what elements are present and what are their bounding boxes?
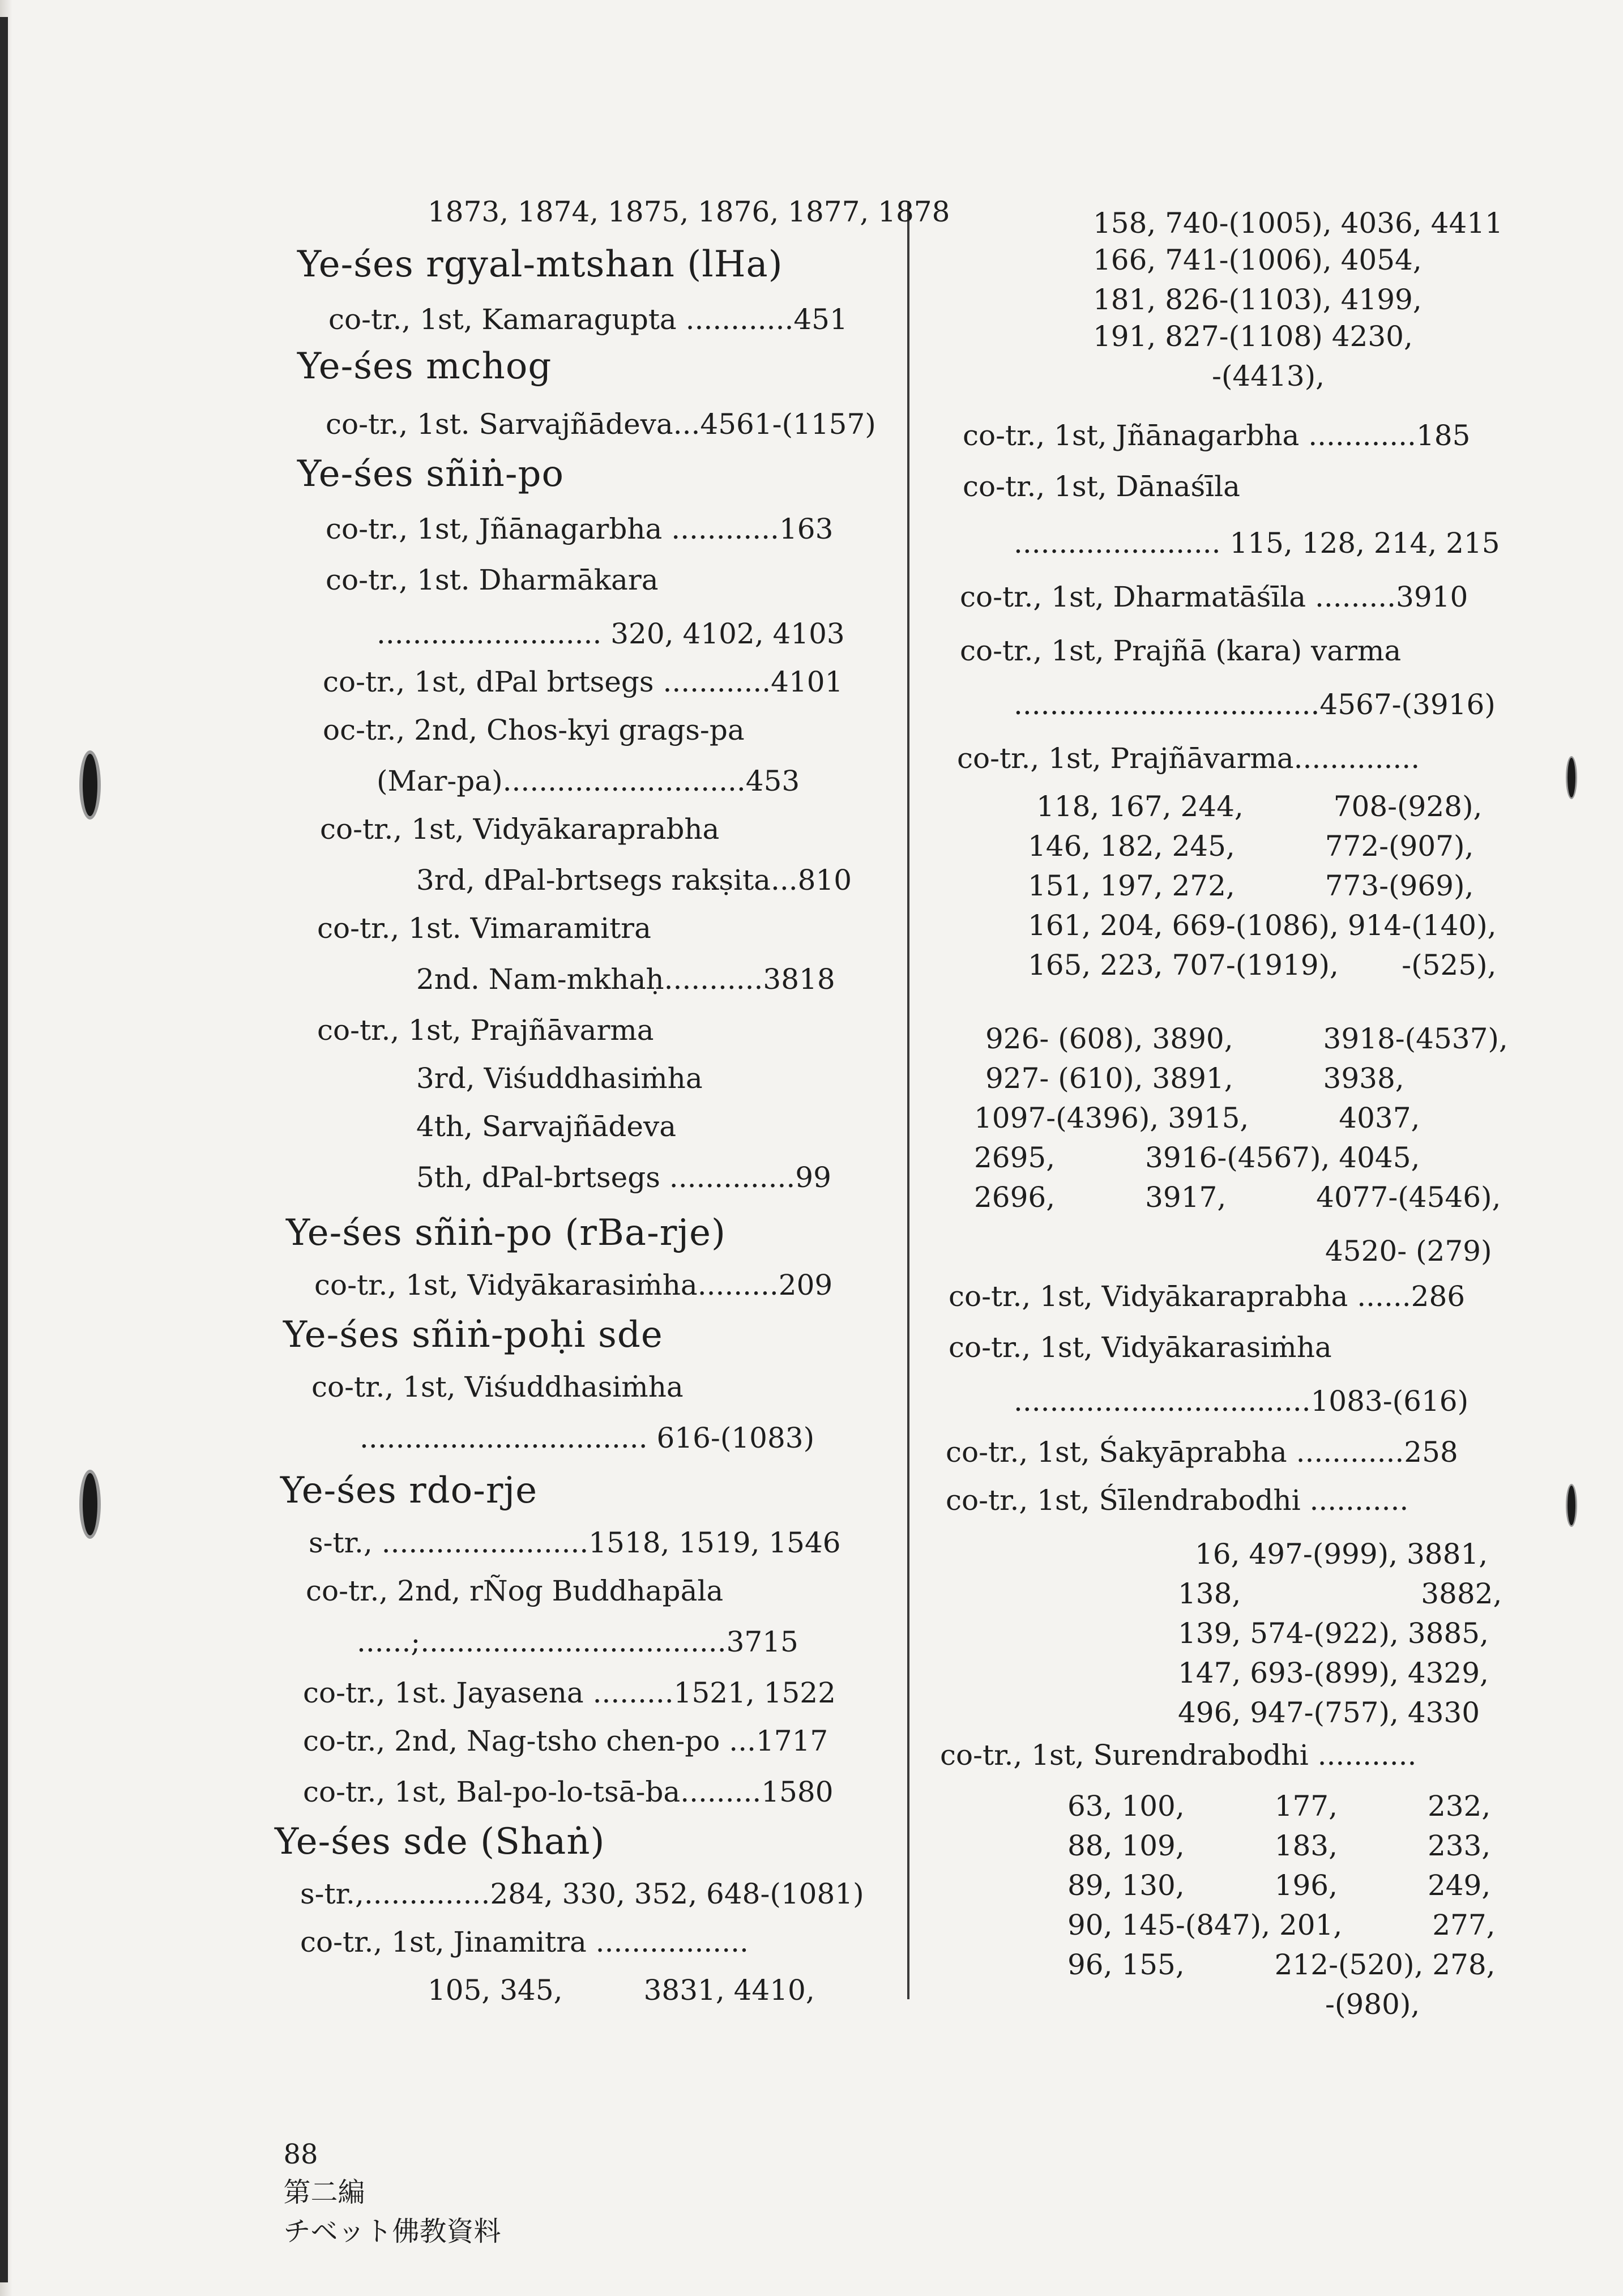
entry-line: ..................................4567-(3916) bbox=[1014, 688, 1496, 721]
entry-line: 88, 109, 183, 233, bbox=[1067, 1829, 1491, 1862]
entry-line: co-tr., 2nd, rÑog Buddhapāla bbox=[306, 1574, 724, 1607]
entry-line: co-tr., 1st, Prajñāvarma.............. bbox=[957, 742, 1420, 775]
entry-heading: Ye-śes rdo-rje bbox=[280, 1470, 538, 1512]
entry-line: 3rd, dPal-brtsegs rakṣita...810 bbox=[416, 864, 852, 897]
entry-line: co-tr., 1st. Jayasena .........1521, 1522 bbox=[303, 1676, 836, 1709]
entry-line: co-tr., 1st. Vimaramitra bbox=[317, 912, 651, 945]
footer-title: チベット佛教資料 bbox=[283, 2216, 501, 2247]
page-footer bbox=[266, 2107, 535, 2248]
binding-hole-lower-left bbox=[79, 1470, 101, 1539]
column-divider bbox=[907, 201, 909, 1999]
entry-line: 2695, 3916-(4567), 4045, bbox=[974, 1141, 1420, 1174]
entry-line: 927- (610), 3891, 3938, bbox=[985, 1062, 1404, 1095]
binding-hole-upper-right bbox=[1566, 756, 1577, 799]
entry-line: 4th, Sarvajñādeva bbox=[416, 1110, 677, 1143]
entry-line: co-tr., 1st, Jñānagarbha ............163 bbox=[326, 513, 834, 545]
entry-line: co-tr., 1st, Śīlendrabodhi ........... bbox=[946, 1484, 1409, 1517]
entry-line: 191, 827-(1108) 4230, bbox=[1093, 320, 1413, 353]
entry-line: 139, 574-(922), 3885, bbox=[1178, 1617, 1489, 1650]
entry-line: co-tr., 1st, Prajñā (kara) varma bbox=[960, 634, 1402, 667]
entry-heading: Ye-śes sñiṅ-poḥi sde bbox=[283, 1314, 663, 1356]
entry-line: co-tr., 1st, Surendrabodhi ........... bbox=[940, 1739, 1417, 1772]
entry-line: 118, 167, 244, 708-(928), bbox=[1036, 790, 1483, 823]
entry-line: ....................... 115, 128, 214, 215 bbox=[1014, 527, 1500, 560]
entry-line: co-tr., 1st, Vidyākarasiṁha.........209 bbox=[314, 1269, 833, 1301]
entry-line: s-tr., .......................1518, 1519, 1546 bbox=[309, 1526, 841, 1559]
binding-hole-upper-left bbox=[79, 750, 101, 820]
entry-line: ......................... 320, 4102, 4103 bbox=[377, 617, 845, 650]
entry-line: 165, 223, 707-(1919), -(525), bbox=[1028, 949, 1497, 981]
entry-line: 3rd, Viśuddhasiṁha bbox=[416, 1062, 703, 1095]
entry-line: 4520- (279) bbox=[1325, 1235, 1492, 1268]
entry-line: 147, 693-(899), 4329, bbox=[1178, 1657, 1489, 1689]
entry-line: co-tr., 1st, Kamaragupta ............451 bbox=[328, 303, 848, 336]
entry-line: 90, 145-(847), 201, 277, bbox=[1067, 1909, 1496, 1941]
entry-line: co-tr., 1st, Jinamitra ................. bbox=[300, 1926, 749, 1958]
page-number: 88 bbox=[283, 2139, 318, 2170]
entry-line: ................................ 616-(1083) bbox=[360, 1422, 815, 1454]
entry-line: co-tr., 1st, dPal brtsegs ............4101 bbox=[323, 665, 843, 698]
footer-part: 第二編 bbox=[283, 2176, 365, 2208]
entry-heading: Ye-śes rgyal-mtshan (lHa) bbox=[297, 244, 783, 285]
page-spine bbox=[0, 17, 8, 2282]
entry-line: 2nd. Nam-mkhaḥ...........3818 bbox=[416, 963, 835, 996]
entry-line: 138, 3882, bbox=[1178, 1577, 1502, 1610]
entry-line: 96, 155, 212-(520), 278, bbox=[1067, 1948, 1496, 1981]
entry-line: co-tr., 1st, Prajñāvarma bbox=[317, 1014, 654, 1047]
entry-line: 146, 182, 245, 772-(907), bbox=[1028, 830, 1474, 863]
entry-heading: Ye-śes mchog bbox=[297, 345, 552, 387]
entry-line: 89, 130, 196, 249, bbox=[1067, 1869, 1491, 1902]
entry-line: 161, 204, 669-(1086), 914-(140), bbox=[1028, 909, 1497, 942]
entry-line: 158, 740-(1005), 4036, 4411 bbox=[1093, 207, 1503, 240]
entry-line: 2696, 3917, 4077-(4546), bbox=[974, 1181, 1501, 1214]
entry-line: oc-tr., 2nd, Chos-kyi grags-pa bbox=[323, 714, 745, 746]
entry-heading: Ye-śes sñiṅ-po bbox=[297, 453, 564, 495]
entry-line: (Mar-pa)...........................453 bbox=[377, 765, 800, 797]
entry-line: -(980), bbox=[1325, 1988, 1420, 2021]
binding-hole-lower-right bbox=[1566, 1484, 1577, 1527]
entry-line: co-tr., 2nd, Nag-tsho chen-po ...1717 bbox=[303, 1725, 828, 1757]
entry-line: 926- (608), 3890, 3918-(4537), bbox=[985, 1022, 1508, 1055]
entry-line: co-tr., 1st, Vidyākarasiṁha bbox=[949, 1331, 1332, 1364]
entry-line: 166, 741-(1006), 4054, bbox=[1093, 244, 1422, 276]
entry-heading: Ye-śes sde (Shaṅ) bbox=[275, 1821, 605, 1863]
entry-line: 105, 345, 3831, 4410, bbox=[428, 1974, 815, 2007]
entry-line: co-tr., 1st. Sarvajñādeva...4561-(1157) bbox=[326, 408, 876, 441]
entry-line: co-tr., 1st, Bal-po-lo-tsā-ba.........1580 bbox=[303, 1776, 834, 1808]
entry-line: 63, 100, 177, 232, bbox=[1067, 1790, 1491, 1823]
entry-line: 1097-(4396), 3915, 4037, bbox=[974, 1102, 1420, 1134]
entry-line: co-tr., 1st. Dharmākara bbox=[326, 564, 659, 596]
entry-line: ......;..................................3715 bbox=[357, 1625, 798, 1658]
entry-line: co-tr., 1st, Dharmatāśīla .........3910 bbox=[960, 581, 1468, 613]
entry-line: 181, 826-(1103), 4199, bbox=[1093, 283, 1422, 316]
entry-line: co-tr., 1st, Jñānagarbha ............185 bbox=[963, 419, 1471, 452]
entry-line: co-tr., 1st, Vidyākaraprabha bbox=[320, 813, 720, 846]
entry-line: co-tr., 1st, Śakyāprabha ............258 bbox=[946, 1436, 1458, 1469]
entry-line: 151, 197, 272, 773-(969), bbox=[1028, 869, 1474, 902]
entry-line: s-tr.,..............284, 330, 352, 648-(1081) bbox=[300, 1877, 864, 1910]
entry-heading: Ye-śes sñiṅ-po (rBa-rje) bbox=[286, 1212, 726, 1254]
entry-line: co-tr., 1st, Viśuddhasiṁha bbox=[311, 1371, 684, 1403]
entry-line: 496, 947-(757), 4330 bbox=[1178, 1696, 1480, 1729]
entry-line: co-tr., 1st, Vidyākaraprabha ......286 bbox=[949, 1280, 1466, 1313]
entry-line: 1873, 1874, 1875, 1876, 1877, 1878 bbox=[428, 195, 950, 228]
entry-line: -(4413), bbox=[1212, 360, 1325, 392]
entry-line: 5th, dPal-brtsegs ..............99 bbox=[416, 1161, 831, 1194]
entry-line: co-tr., 1st, Dānaśīla bbox=[963, 470, 1240, 503]
entry-line: .................................1083-(616) bbox=[1014, 1385, 1469, 1418]
entry-line: 16, 497-(999), 3881, bbox=[1195, 1538, 1488, 1571]
